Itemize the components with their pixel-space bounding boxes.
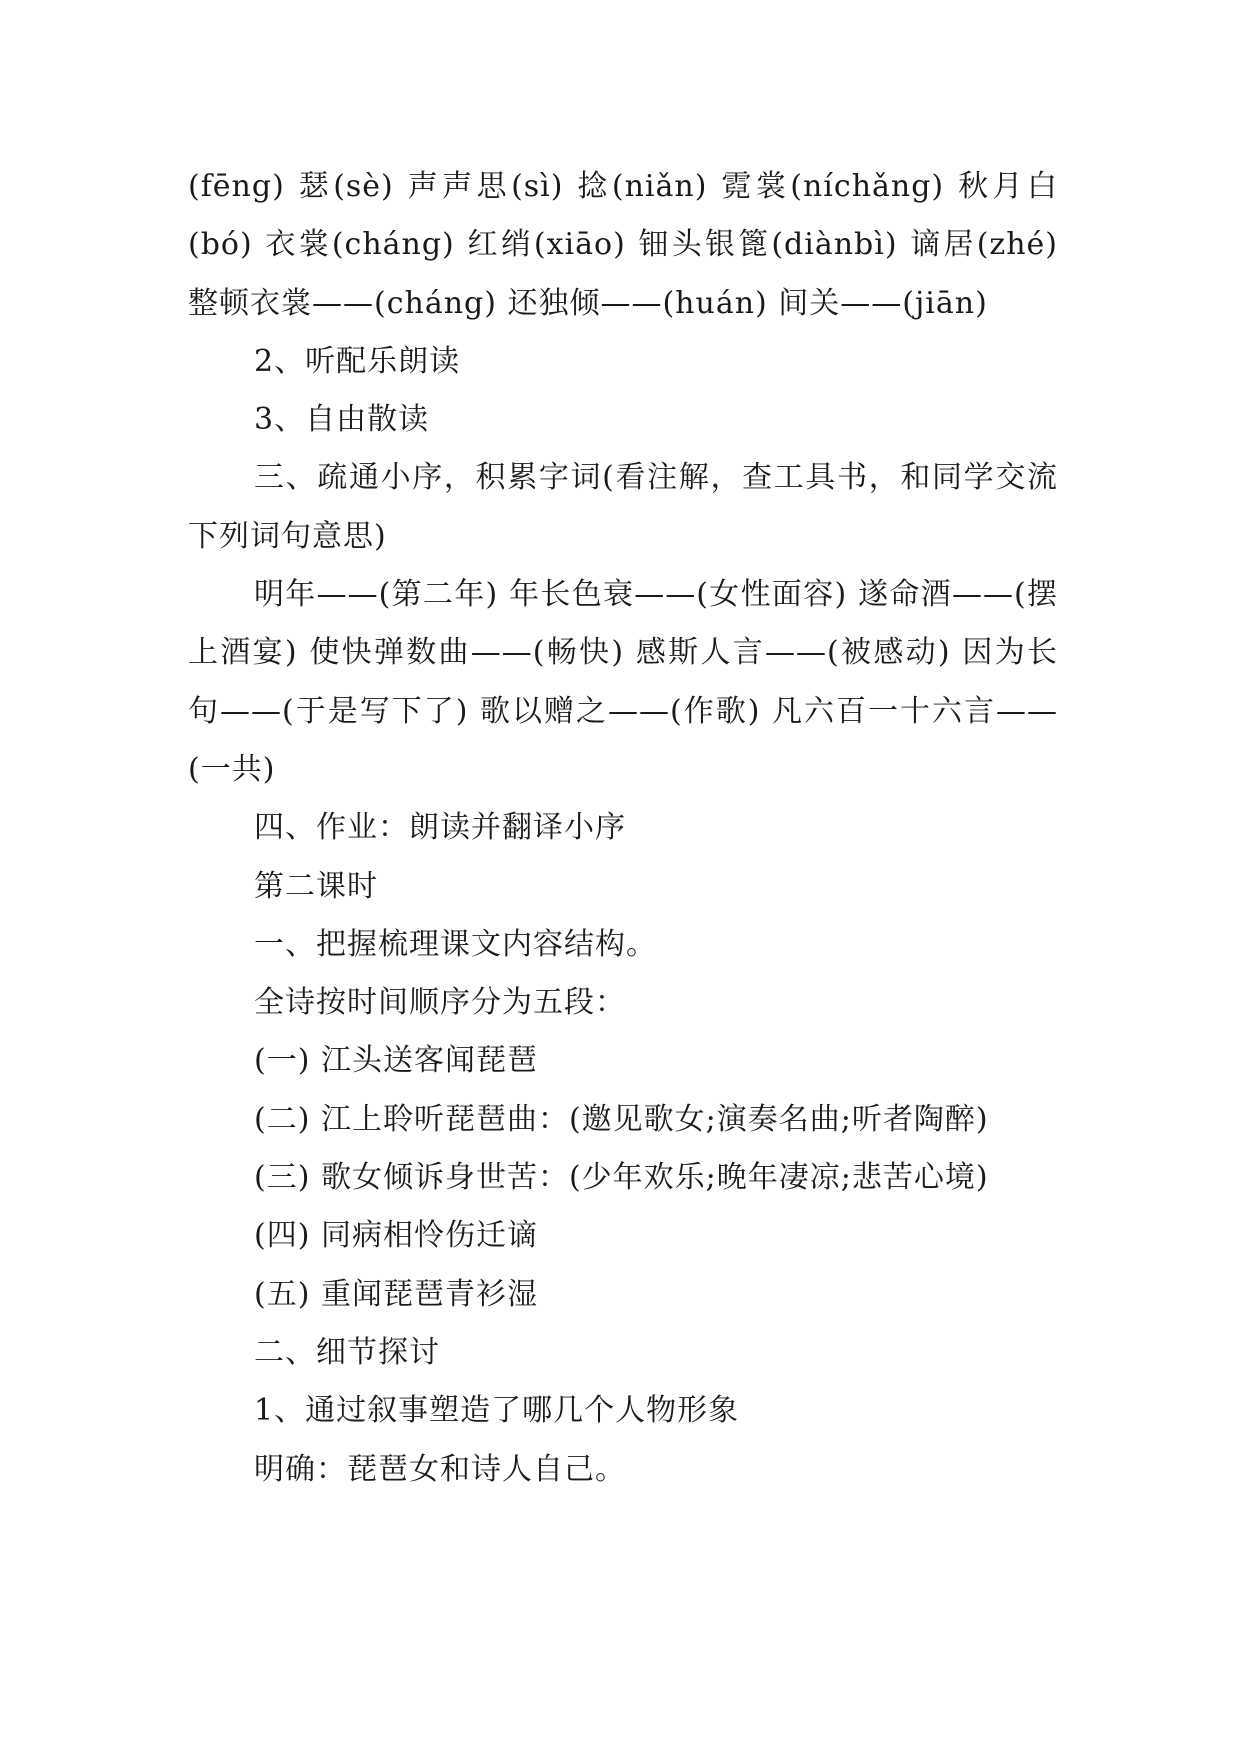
structure-heading: 一、把握梳理课文内容结构。	[254, 926, 657, 962]
document-body	[188, 158, 1058, 1499]
step-free-reading: 3、自由散读	[254, 402, 430, 438]
section-item-3: (三) 歌女倾诉身世苦：(少年欢乐;晚年凄凉;悲苦心境)	[254, 1160, 989, 1196]
second-lesson-heading: 第二课时	[254, 868, 378, 904]
step-listen-music-reading: 2、听配乐朗读	[254, 343, 461, 379]
detail-discussion-heading: 二、细节探讨	[254, 1334, 440, 1370]
section-item-5: (五) 重闻琵琶青衫湿	[254, 1276, 538, 1312]
section-three-heading: 三、疏通小序，积累字词(看注解，查工具书，和同学交流下列词句意思)	[188, 460, 1058, 554]
answer-characters: 明确：琵琶女和诗人自己。	[254, 1451, 626, 1487]
five-sections-intro: 全诗按时间顺序分为五段：	[254, 985, 626, 1021]
section-item-2: (二) 江上聆听琵琶曲：(邀见歌女;演奏名曲;听者陶醉)	[254, 1101, 989, 1137]
section-item-1: (一) 江头送客闻琵琶	[254, 1043, 538, 1079]
question-characters: 1、通过叙事塑造了哪几个人物形象	[254, 1393, 740, 1429]
pinyin-annotation-paragraph: (fēng) 瑟(sè) 声声思(sì) 捻(niǎn) 霓裳(níchǎng) 秋月白(bó) 衣裳(cháng) 红绡(xiāo) 钿头银篦(diànbì) 谪居(zhé) 整顿衣裳——(cháng) 还独倾——(huán) 间关——(jiān)	[188, 169, 1058, 321]
vocabulary-meanings-paragraph: 明年——(第二年) 年长色衰——(女性面容) 遂命酒——(摆上酒宴) 使快弹数曲——(畅快) 感斯人言——(被感动) 因为长句——(于是写下了) 歌以赠之——(作歌) 凡六百一十六言——(一共)	[188, 577, 1058, 787]
section-four-homework: 四、作业：朗读并翻译小序	[254, 810, 626, 846]
section-item-4: (四) 同病相怜伤迁谪	[254, 1218, 538, 1254]
